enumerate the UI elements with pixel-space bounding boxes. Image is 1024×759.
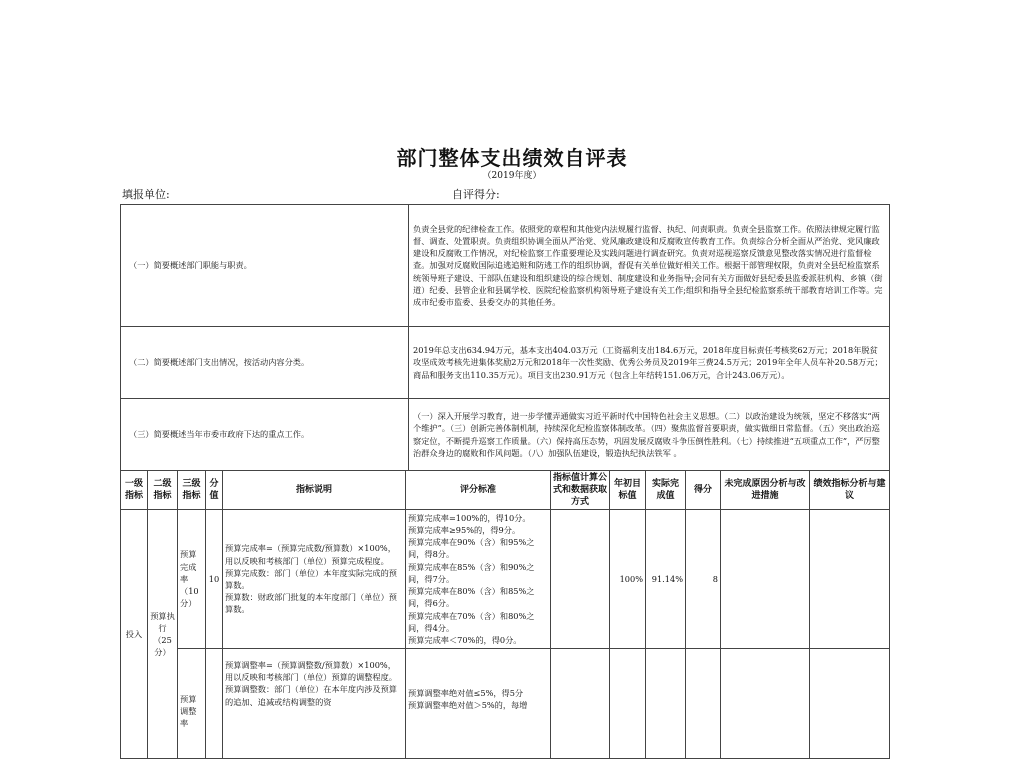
target-cell: 100% — [610, 510, 646, 649]
level2-cell: 预算执行（25分） — [148, 510, 178, 759]
overview-row-expenditure — [121, 327, 890, 399]
year-subtitle: （2019年度） — [482, 171, 542, 181]
page-title: 部门整体支出绩效自评表 — [396, 146, 628, 170]
header-reason: 未完成原因分析与改进措施 — [721, 471, 810, 510]
header-score: 分值 — [206, 471, 223, 510]
kpi-table — [120, 470, 890, 759]
level3-cell: 预算完成率（10分） — [178, 510, 206, 649]
criteria-cell: 预算完成率=100%的，得10分。 预算完成率≥95%的，得9分。 预算完成率在90%（含）和95%之间，得8分。 预算完成率在85%（含）和90%之间，得7分。 预算完成率在80%（含）和85%之间，得6分。 预算完成率在70%（含）和80%之间，得4分。 预算完成率＜70%的，得0分。 — [406, 510, 551, 649]
formula-cell — [551, 510, 610, 649]
level1-cell: 投入 — [121, 510, 148, 759]
desc-cell: 预算完成率=（预算完成数/预算数）×100%，用以反映和考核部门（单位）预算完成程度。 预算完成数：部门（单位）本年度实际完成的预算数。 预算数：财政部门批复的本年度部门（单位）预算数。 — [223, 510, 406, 649]
overview-row-functions — [121, 205, 890, 327]
score-cell — [206, 649, 223, 759]
kpi-row-budget-completion — [121, 510, 890, 649]
header-advice: 绩效指标分析与建议 — [810, 471, 890, 510]
header-target: 年初目标值 — [610, 471, 646, 510]
got-cell: 8 — [686, 510, 721, 649]
overview-table — [120, 204, 890, 471]
got-cell — [686, 649, 721, 759]
reporting-unit-label: 填报单位: — [122, 188, 170, 201]
header-criteria: 评分标准 — [406, 471, 551, 510]
overview-answer: （一）深入开展学习教育，进一步学懂弄通做实习近平新时代中国特色社会主义思想。（二）以政治建设为统领，坚定不移落实“两个维护”。（三）创新完善体制机制，持续深化纪检监察体制改革。（四）聚焦监督首要职责，做实做细日常监督。（五）突出政治巡察定位，不断提升巡察工作质量。（六）保持高压态势，巩固发展反腐败斗争压倒性胜利。（七）持续推进“五项重点工作”，严厉整治群众身边的腐败和作风问题。（八）加强队伍建设，锻造执纪执法铁军 。 — [409, 399, 890, 471]
header-got: 得分 — [686, 471, 721, 510]
self-score-label: 自评得分: — [452, 188, 500, 201]
header-formula: 指标值计算公式和数据获取方式 — [551, 471, 610, 510]
reason-cell — [721, 649, 810, 759]
advice-cell — [810, 649, 890, 759]
overview-row-key-tasks — [121, 399, 890, 471]
overview-answer: 2019年总支出634.94万元，基本支出404.03万元（工资福利支出184.6万元，2018年度目标责任考核奖62万元；2018年脱贫攻坚成效考核先进集体奖励2万元和2018年一次性奖励、优秀公务员及2019年三费24.5万元；2019年全年人员车补20.58万元；商品和服务支出110.35万元）。项目支出230.91万元（包含上年结转151.06万元，合计243.06万元）。 — [409, 327, 890, 399]
actual-cell — [646, 649, 686, 759]
header-level2: 二级指标 — [148, 471, 178, 510]
header-actual: 实际完成值 — [646, 471, 686, 510]
header-desc: 指标说明 — [223, 471, 406, 510]
header-level1: 一级指标 — [121, 471, 148, 510]
reason-cell — [721, 510, 810, 649]
level3-cell: 预算调整率 — [178, 649, 206, 759]
target-cell — [610, 649, 646, 759]
overview-question: （二）简要概述部门支出情况，按活动内容分类。 — [121, 327, 409, 399]
overview-question: （三）简要概述当年市委市政府下达的重点工作。 — [121, 399, 409, 471]
desc-cell: 预算调整率=（预算调整数/预算数）×100%，用以反映和考核部门（单位）预算的调整程度。 预算调整数：部门（单位）在本年度内涉及预算的追加、追减或结构调整的资 — [223, 649, 406, 759]
kpi-row-budget-adjustment — [121, 649, 890, 759]
score-cell: 10 — [206, 510, 223, 649]
overview-question: （一）简要概述部门职能与职责。 — [121, 205, 409, 327]
advice-cell — [810, 510, 890, 649]
formula-cell — [551, 649, 610, 759]
actual-cell: 91.14% — [646, 510, 686, 649]
overview-answer: 负责全县党的纪律检查工作。依照党的章程和其他党内法规履行监督、执纪、问责职责。负责全县监察工作。依照法律规定履行监督、调查、处置职责。负责组织协调全面从严治党、党风廉政建设和反腐败宣传教育工作。负责综合分析全面从严治党、党风廉政建设和反腐败工作情况，对纪检监察工作重要理论及实践问题进行调查研究。负责对巡视巡察反馈意见整改落实情况进行监督检查。加强对反腐败国际追逃追赃和防逃工作的组织协调，督促有关单位做好相关工作。根据干部管理权限，负责对全县纪检监察系统领导班子建设、干部队伍建设和组织建设的综合规划、制度建设和业务指导;会同有关方面做好县纪委县监委派驻机构、乡镇（街道）纪委、县管企业和县属学校、医院纪检监察机构领导班子建设有关工作;组织和指导全县纪检监察系统干部教育培训工作等。完成市纪委市监委、县委交办的其他任务。 — [409, 205, 890, 327]
header-level3: 三级指标 — [178, 471, 206, 510]
kpi-header-row — [121, 471, 890, 510]
criteria-cell: 预算调整率绝对值≤5%，得5分 预算调整率绝对值＞5%的，每增 — [406, 649, 551, 759]
